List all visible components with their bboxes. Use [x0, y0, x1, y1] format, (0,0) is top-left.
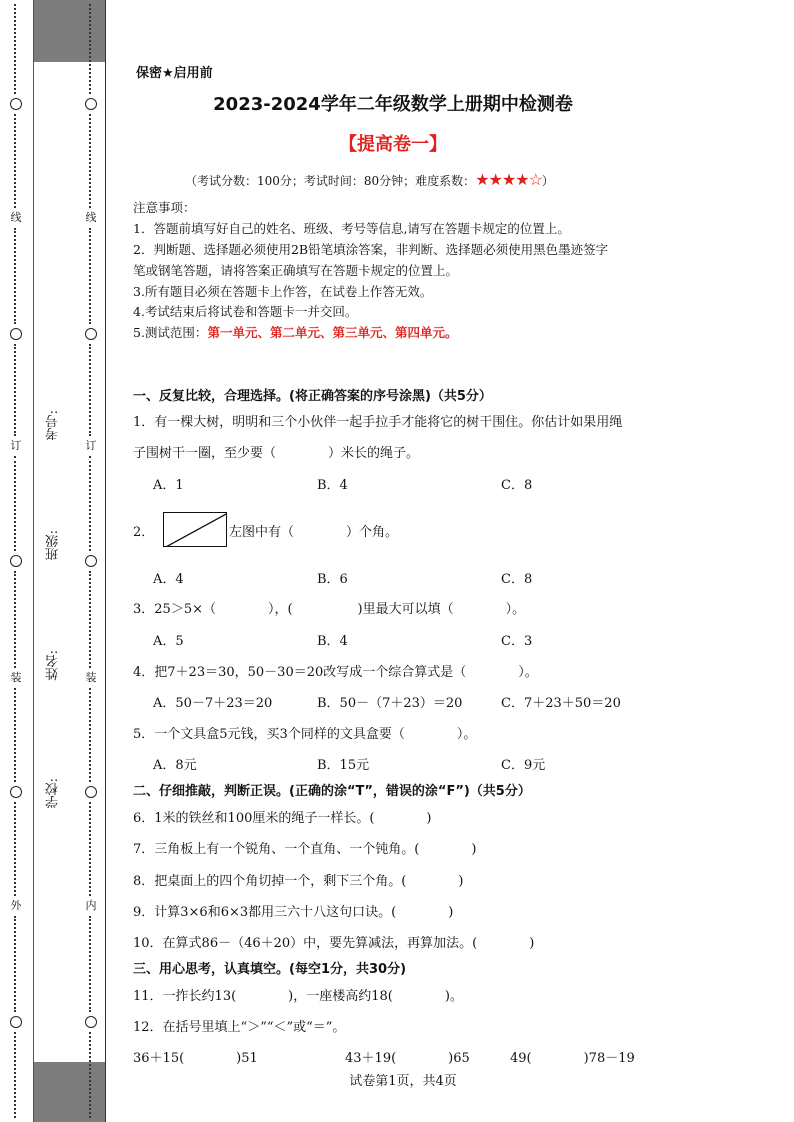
dotted-cut-segment	[89, 4, 92, 94]
binding-hole-icon	[85, 328, 97, 340]
option-b[interactable]: B．15元	[317, 758, 370, 773]
dotted-cut-segment	[89, 344, 92, 436]
option-a[interactable]: A．5	[153, 634, 184, 649]
compare-item[interactable]: 43＋19( )65	[345, 1051, 470, 1066]
notice-item: 2．判断题、选择题必须使用2B铅笔填涂答案，非判断、选择题必须使用黑色墨迹签字	[133, 242, 609, 257]
inner-binding-mark: 内	[85, 899, 97, 912]
exam-number-field[interactable]: 考号:	[46, 410, 61, 441]
exam-title: 2023-2024学年二年级数学上册期中检测卷	[213, 94, 573, 115]
inner-binding-mark: 订	[85, 439, 97, 452]
option-b[interactable]: B．6	[317, 572, 348, 587]
question-1-cont[interactable]: 子围树干一圈，至少要（ ）米长的绳子。	[133, 446, 420, 461]
dotted-cut-segment	[14, 456, 17, 551]
exam-info	[185, 170, 554, 189]
option-c[interactable]: C．8	[501, 572, 533, 587]
dotted-cut-segment	[14, 114, 17, 208]
binding-hole-icon	[85, 786, 97, 798]
dotted-cut-segment	[89, 916, 92, 1012]
dotted-cut-segment	[14, 802, 17, 896]
binding-hole-icon	[10, 1016, 22, 1028]
option-c[interactable]: C．7＋23＋50＝20	[501, 696, 621, 711]
outer-binding-mark: 装	[10, 671, 22, 684]
question-2-number: 2．	[133, 525, 155, 540]
dotted-cut-segment	[89, 228, 92, 324]
question-5[interactable]: 5．一个文具盒5元钱，买3个同样的文具盒要（ ）。	[133, 727, 477, 742]
binding-hole-icon	[10, 98, 22, 110]
outer-binding-mark: 线	[10, 211, 22, 224]
question-2[interactable]: 左图中有（ ）个角。	[229, 525, 399, 540]
dotted-cut-segment	[89, 571, 92, 668]
dotted-cut-segment	[89, 114, 92, 208]
question-3[interactable]: 3．25＞5×（ ），( )里最大可以填（ ）。	[133, 602, 526, 617]
notice-item: 4.考试结束后将试卷和答题卡一并交回。	[133, 304, 358, 319]
binding-hole-icon	[85, 1016, 97, 1028]
binding-hole-icon	[10, 328, 22, 340]
inner-cut-line	[81, 0, 101, 1122]
confidential-label: 保密★启用前	[136, 66, 213, 81]
option-a[interactable]: A．8元	[153, 758, 197, 773]
inner-binding-mark: 线	[85, 211, 97, 224]
option-c[interactable]: C．9元	[501, 758, 546, 773]
dotted-cut-segment	[89, 1032, 92, 1118]
question-6[interactable]: 6．1米的铁丝和100厘米的绳子一样长。( )	[133, 811, 432, 826]
binding-margin	[0, 0, 108, 1122]
option-c[interactable]: C．3	[501, 634, 533, 649]
notice-item: 笔或钢笔答题，请将答案正确填写在答题卡规定的位置上。	[133, 263, 459, 278]
rectangle-diagram-icon	[163, 512, 227, 547]
scope-value: 第一单元、第二单元、第三单元、第四单元。	[207, 325, 458, 340]
section-3-heading: 三、用心思考，认真填空。(每空1分，共30分)	[133, 962, 407, 977]
info-prefix: （考试分数：100分；考试时间：80分钟；难度系数：	[185, 174, 476, 188]
question-1: 1．有一棵大树，明明和三个小伙伴一起手拉手才能将它的树干围住。你估计如果用绳	[133, 415, 623, 430]
name-field[interactable]: 姓名:	[46, 650, 61, 681]
school-field[interactable]: 学校:	[46, 778, 61, 809]
outer-binding-mark: 订	[10, 439, 22, 452]
info-suffix: ）	[541, 174, 554, 188]
option-b[interactable]: B．4	[317, 634, 348, 649]
notice-item: 1．答题前填写好自己的姓名、班级、考号等信息,请写在答题卡规定的位置上。	[133, 221, 570, 236]
section-1-heading: 一、反复比较，合理选择。(将正确答案的序号涂黑)（共5分）	[133, 389, 492, 404]
question-12: 12．在括号里填上“＞”“＜”或“＝”。	[133, 1020, 346, 1035]
question-7[interactable]: 7．三角板上有一个锐角、一个直角、一个钝角。( )	[133, 842, 477, 857]
outer-cut-line	[6, 0, 26, 1122]
notice-item: 3.所有题目必须在答题卡上作答，在试卷上作答无效。	[133, 284, 433, 299]
option-b[interactable]: B．4	[317, 478, 348, 493]
dotted-cut-segment	[14, 344, 17, 436]
class-field[interactable]: 班级:	[46, 530, 61, 561]
dotted-cut-segment	[14, 228, 17, 324]
outer-binding-mark: 外	[10, 899, 22, 912]
dotted-cut-segment	[14, 916, 17, 1012]
question-8[interactable]: 8．把桌面上的四个角切掉一个，剩下三个角。( )	[133, 874, 464, 889]
dotted-cut-segment	[14, 571, 17, 668]
option-a[interactable]: A．1	[153, 478, 184, 493]
dotted-cut-segment	[89, 688, 92, 782]
page-footer: 试卷第1页，共4页	[349, 1074, 457, 1089]
inner-binding-mark: 装	[85, 671, 97, 684]
notice-scope: 5.测试范围：第一单元、第二单元、第三单元、第四单元。	[133, 325, 458, 340]
binding-hole-icon	[10, 555, 22, 567]
binding-hole-icon	[10, 786, 22, 798]
section-2-heading: 二、仔细推敲，判断正误。(正确的涂“T”，错误的涂“F”)（共5分）	[133, 784, 531, 799]
dotted-cut-segment	[89, 802, 92, 896]
difficulty-stars-icon: ★★★★☆	[475, 170, 542, 189]
notice-heading: 注意事项：	[133, 200, 196, 215]
compare-item[interactable]: 49( )78－19	[510, 1051, 635, 1066]
dotted-cut-segment	[89, 456, 92, 551]
option-a[interactable]: A．4	[153, 572, 184, 587]
dotted-cut-segment	[14, 4, 17, 94]
binding-hole-icon	[85, 98, 97, 110]
binding-hole-icon	[85, 555, 97, 567]
compare-item[interactable]: 36＋15( )51	[133, 1051, 258, 1066]
question-10[interactable]: 10．在算式86－（46＋20）中，要先算减法，再算加法。( )	[133, 936, 535, 951]
exam-subtitle: 【提高卷一】	[339, 134, 447, 155]
dotted-cut-segment	[14, 688, 17, 782]
option-a[interactable]: A．50－7＋23＝20	[153, 696, 273, 711]
question-11[interactable]: 11．一拃长约13( )，一座楼高约18( )。	[133, 989, 463, 1004]
option-c[interactable]: C．8	[501, 478, 533, 493]
question-9[interactable]: 9．计算3×6和6×3都用三六十八这句口诀。( )	[133, 905, 454, 920]
dotted-cut-segment	[14, 1032, 17, 1118]
question-4[interactable]: 4．把7＋23＝30，50－30＝20改写成一个综合算式是（ ）。	[133, 665, 538, 680]
option-b[interactable]: B．50－（7＋23）＝20	[317, 696, 463, 711]
